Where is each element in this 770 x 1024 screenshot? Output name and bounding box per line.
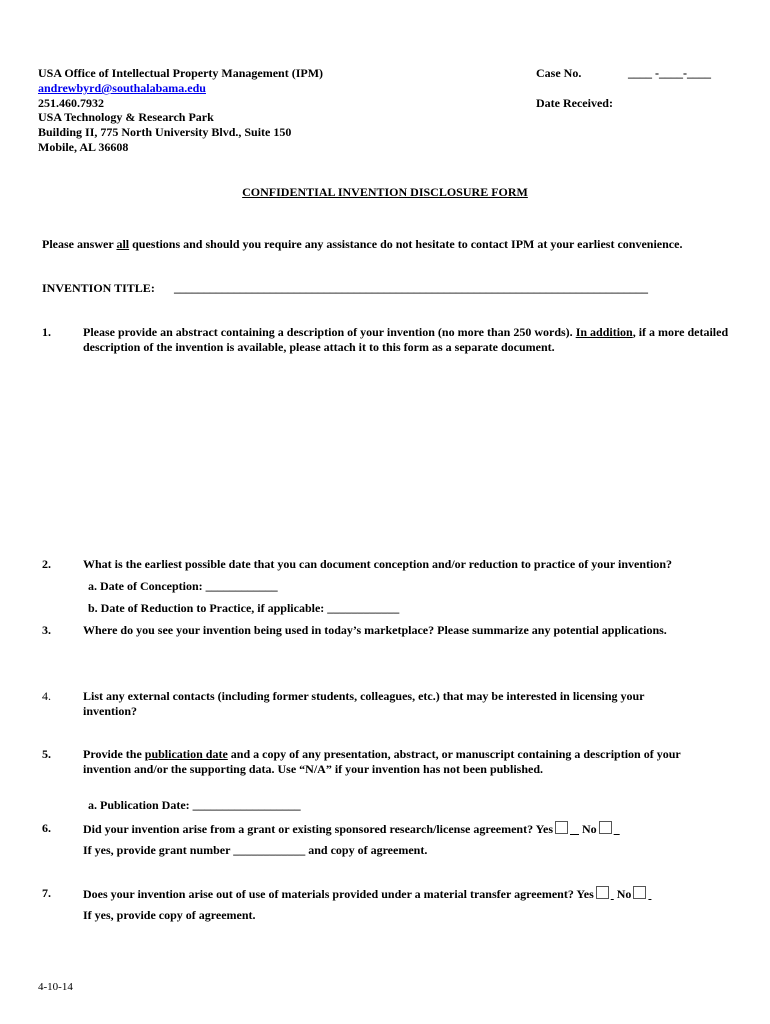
invention-title-label: INVENTION TITLE: bbox=[42, 281, 155, 295]
phone-number: 251.460.7932 bbox=[38, 96, 104, 110]
office-name: USA Office of Intellectual Property Management (IPM) bbox=[38, 66, 324, 80]
q1-text: Please provide an abstract containing a description of your invention (no more than 250 words). In addition, if a more detailed description of the invention is available, please attach it to this form as a separate document. bbox=[83, 325, 729, 354]
street-address: Building II, 775 North University Blvd., Suite 150 bbox=[38, 125, 292, 139]
form-version: 4-10-14 bbox=[38, 981, 73, 993]
q7-no-checkbox[interactable] bbox=[633, 886, 646, 899]
q1-number: 1. bbox=[42, 325, 51, 339]
form-title: CONFIDENTIAL INVENTION DISCLOSURE FORM bbox=[242, 185, 528, 199]
q5-text: Provide the publication date and a copy of any presentation, abstract, or manuscript containing a description of your invention and/or the supporting data. Use “N/A” if your invention has not been published. bbox=[83, 747, 681, 776]
city-address: Mobile, AL 36608 bbox=[38, 140, 129, 154]
q2-reduction-date[interactable]: b. Date of Reduction to Practice, if applicable: ____________ bbox=[88, 601, 400, 615]
case-number-label: Case No. bbox=[536, 66, 582, 80]
q6-yes-checkbox[interactable] bbox=[555, 821, 568, 834]
q6-no-checkbox[interactable] bbox=[599, 821, 612, 834]
q5-publication-date[interactable]: a. Publication Date: __________________ bbox=[88, 798, 301, 812]
q3-text: Where do you see your invention being used in today’s marketplace? Please summarize any potential applications. bbox=[83, 623, 667, 637]
q2-conception-date[interactable]: a. Date of Conception: ____________ bbox=[88, 579, 278, 593]
email-link[interactable]: andrewbyrd@southalabama.edu bbox=[38, 81, 206, 95]
q6-text: Did your invention arise from a grant or existing sponsored research/license agreement? Yes No bbox=[83, 821, 620, 837]
intro-text: Please answer all questions and should you require any assistance do not hesitate to contact IPM at your earliest convenience. bbox=[42, 237, 683, 251]
q6-no-label: No bbox=[582, 822, 597, 836]
q4-text: List any external contacts (including former students, colleagues, etc.) that may be interested in licensing your invention? bbox=[83, 689, 645, 718]
q1-answer-area[interactable] bbox=[83, 365, 733, 545]
q4-number: 4. bbox=[42, 689, 51, 703]
q2-number: 2. bbox=[42, 557, 51, 571]
q5-number: 5. bbox=[42, 747, 51, 761]
q3-number: 3. bbox=[42, 623, 51, 637]
q2-text: What is the earliest possible date that you can document conception and/or reduction to practice of your invention? bbox=[83, 557, 672, 571]
q4-answer-area[interactable] bbox=[83, 722, 733, 742]
q7-yes-label: Yes bbox=[576, 887, 594, 901]
park-name: USA Technology & Research Park bbox=[38, 110, 214, 124]
q6-yes-label: Yes bbox=[535, 822, 553, 836]
intro-emphasis: all bbox=[116, 237, 130, 251]
case-number-blank[interactable]: ____ -____-____ bbox=[628, 66, 711, 80]
date-received-label: Date Received: bbox=[536, 96, 613, 110]
q7-text: Does your invention arise out of use of materials provided under a material transfer agreement? Yes No bbox=[83, 886, 651, 902]
q7-yes-checkbox[interactable] bbox=[596, 886, 609, 899]
q6-number: 6. bbox=[42, 821, 51, 835]
q7-followup: If yes, provide copy of agreement. bbox=[83, 908, 256, 922]
invention-title-field[interactable]: _______________________________________________________________________________ bbox=[174, 281, 648, 295]
q3-answer-area[interactable] bbox=[83, 642, 733, 682]
q6-followup[interactable]: If yes, provide grant number ____________ and copy of agreement. bbox=[83, 843, 428, 857]
q7-number: 7. bbox=[42, 886, 51, 900]
q7-no-label: No bbox=[616, 887, 632, 901]
